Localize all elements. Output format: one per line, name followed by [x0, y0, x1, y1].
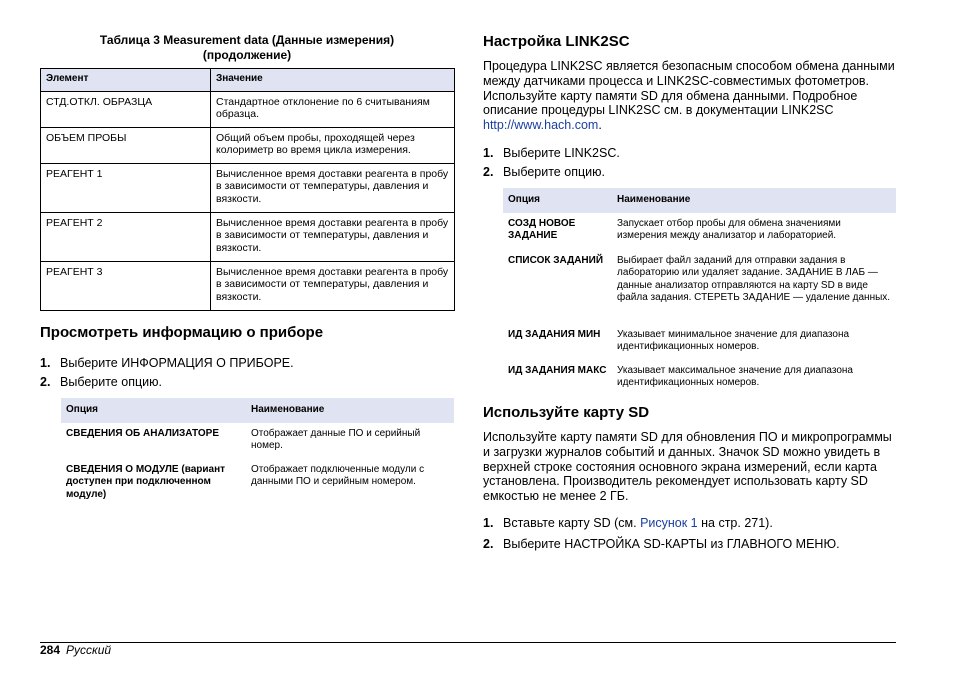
option-name: СОЗД НОВОЕ ЗАДАНИЕ [508, 217, 576, 241]
device-info-options-table [61, 398, 454, 506]
table-cell-value: Стандартное отклонение по 6 считываниям образца. [211, 91, 455, 127]
step-number: 2. [483, 165, 494, 179]
table-caption-line2: (продолжение) [202, 48, 292, 62]
option-name: СПИСОК ЗАДАНИЙ [508, 254, 604, 266]
table-caption [40, 33, 454, 63]
table-cell-element: ОБЪЕМ ПРОБЫ [41, 127, 211, 163]
table-row [41, 127, 455, 163]
section-heading-link2sc: Настройка LINK2SC [483, 33, 630, 50]
option-description: Выбирает файл заданий для отправки задания в лабораторию или удаляет задание. ЗАДАНИЕ В ЛАБ — данные анализатор отправляются на карту SD в виде файла задания. СТЕРЕТЬ ЗАДАНИЕ — удаление данных. [617, 254, 891, 303]
table-caption-line1: Таблица 3 Measurement data (Данные измерения) [99, 33, 395, 47]
link2sc-paragraph-text: Процедура LINK2SC является безопасным способом обмена данными между датчиками процесса и LINK2SC-совместимых фотометров. Используйте карту памяти SD для обмена данными. Подробное описание процедуры LINK2SC см. в документации LINK2SC [483, 59, 895, 118]
step-number: 2. [483, 537, 494, 551]
step-text-after: на стр. 271). [697, 516, 773, 530]
step-item [483, 516, 773, 531]
step-text: Выберите НАСТРОЙКА SD-КАРТЫ из ГЛАВНОГО МЕНЮ. [503, 537, 840, 551]
footer-divider [40, 642, 896, 643]
option-name: СВЕДЕНИЯ ОБ АНАЛИЗАТОРЕ [66, 427, 219, 439]
step-number: 1. [483, 516, 494, 530]
table-row [41, 163, 455, 212]
section-heading-device-info: Просмотреть информацию о приборе [40, 324, 324, 341]
option-description: Отображает данные ПО и серийный номер. [251, 427, 421, 451]
table-header-row [41, 69, 455, 92]
table-row [41, 212, 455, 261]
column-header-option: Опция [61, 398, 246, 423]
step-number: 1. [40, 356, 51, 370]
option-description: Отображает подключенные модули с данными ПО и серийным номером. [251, 463, 425, 487]
table-header-row [503, 188, 896, 213]
column-header-option: Опция [503, 188, 612, 213]
option-description: Указывает максимальное значение для диапазона идентификационных номеров. [617, 364, 853, 388]
footer-language: Русский [66, 643, 112, 657]
column-header-value: Значение [211, 69, 455, 92]
page-number: 284 [40, 643, 61, 657]
table-row [503, 324, 896, 360]
table-row [503, 360, 896, 396]
link2sc-paragraph-end: . [598, 118, 602, 133]
option-description: Запускает отбор пробы для обмена значениями измерения между анализатор и лабораторией. [617, 217, 841, 241]
step-item [483, 146, 620, 161]
table-header-row [61, 398, 454, 423]
table-cell-value: Общий объем пробы, проходящей через колориметр во время цикла измерения. [211, 127, 455, 163]
section-heading-sd-card: Используйте карту SD [483, 404, 650, 421]
step-text: Выберите опцию. [503, 165, 605, 179]
option-name: СВЕДЕНИЯ О МОДУЛЕ (вариант доступен при подключенном модуле) [66, 463, 226, 500]
hach-website-link[interactable]: http://www.hach.com [483, 118, 599, 133]
table-row [61, 459, 454, 507]
step-text: Выберите ИНФОРМАЦИЯ О ПРИБОРЕ. [60, 356, 294, 370]
step-item [40, 375, 162, 390]
table-cell-element: РЕАГЕНТ 2 [41, 212, 211, 261]
column-header-description: Наименование [612, 188, 896, 213]
link2sc-options-table [503, 188, 896, 396]
table-cell-value: Вычисленное время доставки реагента в пробу в зависимости от температуры, давления и вязкости. [211, 163, 455, 212]
step-text: Выберите LINK2SC. [503, 146, 620, 160]
table-row [41, 261, 455, 310]
table-cell-value: Вычисленное время доставки реагента в пробу в зависимости от температуры, давления и вязкости. [211, 212, 455, 261]
step-item [483, 537, 840, 552]
step-item [40, 356, 294, 371]
option-description: Указывает минимальное значение для диапазона идентификационных номеров. [617, 328, 850, 352]
page-footer [40, 643, 111, 657]
link2sc-paragraph [483, 59, 896, 133]
table-row [61, 423, 454, 459]
sd-card-paragraph: Используйте карту памяти SD для обновления ПО и микропрограммы и загрузки журналов событий и данных. Значок SD можно увидеть в верхней строке состояния основного экрана измерений, если карта установлена. Производитель рекомендует использовать карту SD емкостью не менее 2 ГБ. [483, 430, 892, 504]
table-cell-element: СТД.ОТКЛ. ОБРАЗЦА [41, 91, 211, 127]
figure-reference-link[interactable]: Рисунок 1 [640, 516, 698, 530]
column-header-description: Наименование [246, 398, 454, 423]
table-cell-value: Вычисленное время доставки реагента в пробу в зависимости от температуры, давления и вязкости. [211, 261, 455, 310]
table-row [503, 213, 896, 250]
measurement-table [40, 68, 455, 311]
column-header-element: Элемент [41, 69, 211, 92]
step-number: 2. [40, 375, 51, 389]
option-name: ИД ЗАДАНИЯ МАКС [508, 364, 607, 376]
option-name: ИД ЗАДАНИЯ МИН [508, 328, 601, 340]
table-row [503, 250, 896, 324]
table-cell-element: РЕАГЕНТ 3 [41, 261, 211, 310]
table-row [41, 91, 455, 127]
table-cell-element: РЕАГЕНТ 1 [41, 163, 211, 212]
step-number: 1. [483, 146, 494, 160]
step-text-before: Вставьте карту SD (см. [503, 516, 641, 530]
step-item [483, 165, 605, 180]
step-text: Выберите опцию. [60, 375, 162, 389]
